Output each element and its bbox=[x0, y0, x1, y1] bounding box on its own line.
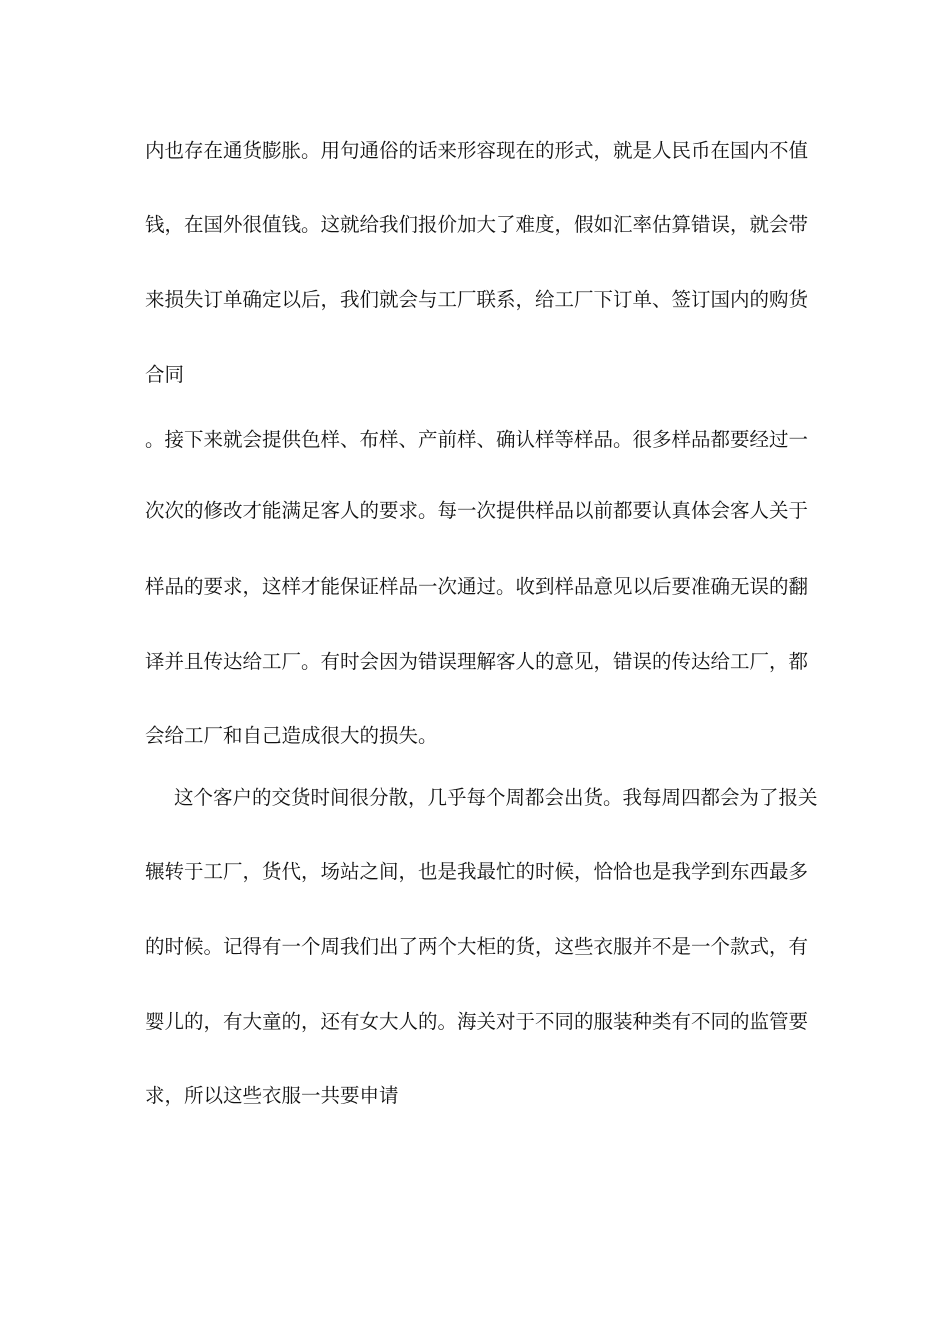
text-line-11: 辗转于工厂，货代，场站之间，也是我最忙的时候，恰恰也是我学到东西最多 bbox=[145, 860, 809, 883]
text-line-3: 来损失订单确定以后，我们就会与工厂联系，给工厂下订单、签订国内的购货 bbox=[145, 288, 809, 311]
text-line-14: 求，所以这些衣服一共要申请 bbox=[145, 1084, 399, 1107]
text-line-2: 钱，在国外很值钱。这就给我们报价加大了难度，假如汇率估算错误，就会带 bbox=[145, 213, 809, 236]
text-line-5: 。接下来就会提供色样、布样、产前样、确认样等样品。很多样品都要经过一 bbox=[145, 428, 809, 451]
text-line-4: 合同 bbox=[145, 363, 185, 386]
text-line-12: 的时候。记得有一个周我们出了两个大柜的货，这些衣服并不是一个款式，有 bbox=[145, 935, 809, 958]
text-line-13: 婴儿的，有大童的，还有女大人的。海关对于不同的服装种类有不同的监管要 bbox=[145, 1010, 809, 1033]
text-line-9: 会给工厂和自己造成很大的损失。 bbox=[145, 724, 438, 747]
text-line-7: 样品的要求，这样才能保证样品一次通过。收到样品意见以后要准确无误的翻 bbox=[145, 575, 809, 598]
text-line-6: 次次的修改才能满足客人的要求。每一次提供样品以前都要认真体会客人关于 bbox=[145, 499, 809, 522]
text-line-8: 译并且传达给工厂。有时会因为错误理解客人的意见，错误的传达给工厂，都 bbox=[145, 650, 809, 673]
text-line-1: 内也存在通货膨胀。用句通俗的话来形容现在的形式，就是人民币在国内不值 bbox=[145, 139, 809, 162]
text-line-10: 这个客户的交货时间很分散，几乎每个周都会出货。我每周四都会为了报关 bbox=[174, 786, 818, 809]
